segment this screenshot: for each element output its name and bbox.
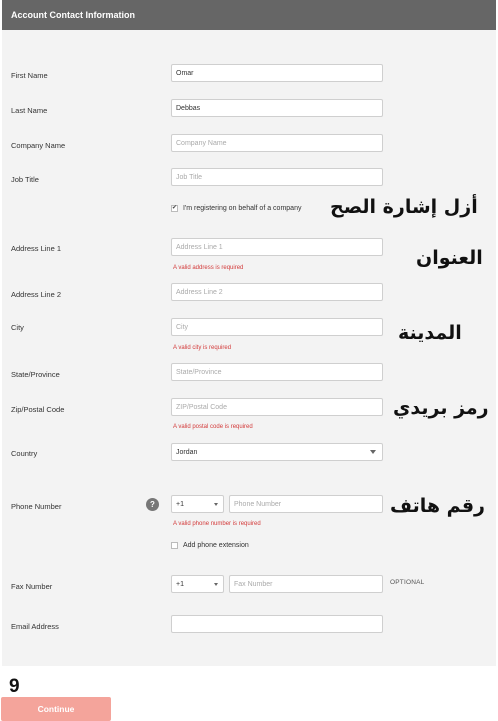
zip-input[interactable]: ZIP/Postal Code [171,398,383,416]
country-value: Jordan [176,449,198,456]
help-icon[interactable]: ? [146,498,159,511]
address1-input[interactable]: Address Line 1 [171,238,383,256]
phone-ext-row[interactable] [171,542,249,549]
phone-input[interactable]: Phone Number [229,495,383,513]
on-behalf-label: I'm registering on behalf of a company [183,205,302,212]
address1-error: A valid address is required [173,265,244,271]
annotation-city: المدينة [398,322,462,344]
chevron-down-icon [214,503,218,506]
last-name-input[interactable]: Debbas [171,99,383,117]
address1-label: Address Line 1 [11,244,62,253]
city-label: City [11,323,24,332]
fax-optional-tag: OPTIONAL [390,579,425,586]
zip-label: Zip/Postal Code [11,405,65,414]
country-label: Country [11,449,38,458]
address2-input[interactable]: Address Line 2 [171,283,383,301]
annotation-address: العنوان [416,247,483,269]
email-input[interactable] [171,615,383,633]
phone-ext-checkbox[interactable] [171,542,178,549]
country-select[interactable] [171,443,383,461]
first-name-input[interactable]: Omar [171,64,383,82]
on-behalf-row[interactable] [171,205,301,212]
phone-code-select[interactable] [171,495,224,513]
fax-label: Fax Number [11,582,53,591]
section-header: Account Contact Information [2,0,496,30]
state-input[interactable]: State/Province [171,363,383,381]
job-title-input[interactable]: Job Title [171,168,383,186]
job-title-label: Job Title [11,175,39,184]
phone-code-value: +1 [176,501,184,508]
city-error: A valid city is required [173,345,232,351]
chevron-down-icon [214,583,218,586]
zip-error: A valid postal code is required [173,424,253,430]
company-name-input[interactable]: Company Name [171,134,383,152]
annotation-zip: رمز بريدي [393,397,489,419]
address2-label: Address Line 2 [11,290,62,299]
city-input[interactable]: City [171,318,383,336]
last-name-label: Last Name [11,106,48,115]
phone-label: Phone Number [11,502,62,511]
phone-error: A valid phone number is required [173,521,261,527]
phone-ext-label: Add phone extension [183,542,249,549]
company-name-label: Company Name [11,141,66,150]
state-label: State/Province [11,370,60,379]
continue-button[interactable]: Continue [1,697,111,721]
fax-input[interactable]: Fax Number [229,575,383,593]
on-behalf-checkbox[interactable]: ✔ [172,205,178,211]
annotation-uncheck: أزل إشارة الصح [330,196,478,218]
chevron-down-icon [370,450,376,454]
fax-code-select[interactable] [171,575,224,593]
step-number: 9 [9,676,20,697]
fax-code-value: +1 [176,581,184,588]
email-label: Email Address [11,622,59,631]
first-name-label: First Name [11,71,48,80]
annotation-phone: رقم هاتف [390,495,485,517]
